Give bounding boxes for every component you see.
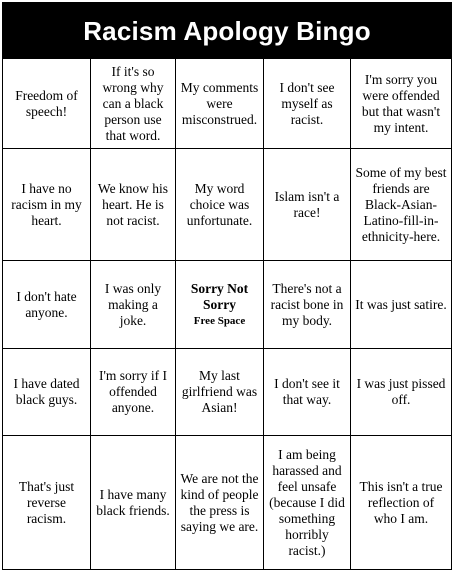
bingo-cell-text: I have no racism in my heart. [11, 180, 82, 228]
bingo-cell[interactable] [351, 261, 451, 349]
free-space-label: Sorry Not Sorry [190, 281, 249, 312]
bingo-grid [3, 59, 451, 569]
bingo-cell-text: This isn't a true reflection of who I am. [359, 478, 443, 526]
bingo-cell-text: I don't see it that way. [274, 376, 340, 407]
bingo-cell[interactable] [176, 149, 264, 261]
bingo-cell[interactable] [264, 349, 351, 436]
bingo-cell-text: I don't hate anyone. [16, 288, 77, 320]
bingo-cell[interactable] [264, 149, 351, 261]
bingo-cell-text: I was only making a joke. [104, 280, 162, 328]
bingo-cell[interactable] [3, 349, 91, 436]
bingo-cell-text: I'm sorry if I offended anyone. [98, 368, 168, 415]
bingo-cell[interactable] [351, 349, 451, 436]
bingo-cell-text: I was just pissed off. [356, 376, 446, 407]
free-space-cell[interactable] [176, 261, 264, 349]
bingo-cell[interactable] [264, 261, 351, 349]
bingo-cell[interactable] [91, 436, 176, 569]
bingo-cell-text: Some of my best friends are Black-Asian-Latino-fill-in-ethnicity-here. [355, 164, 447, 244]
bingo-cell-text: I have dated black guys. [13, 376, 80, 407]
bingo-cell-text: I am being harassed and feel unsafe (because I did something horribly racist.) [269, 446, 345, 558]
bingo-cell[interactable] [264, 436, 351, 569]
bingo-cell[interactable] [91, 149, 176, 261]
bingo-cell[interactable] [351, 436, 451, 569]
bingo-cell[interactable] [351, 59, 451, 149]
bingo-card [2, 2, 452, 570]
bingo-header [3, 3, 451, 59]
bingo-cell-text: There's not a racist bone in my body. [270, 280, 344, 328]
bingo-cell[interactable] [3, 59, 91, 149]
bingo-cell-text: Islam isn't a race! [274, 188, 340, 220]
bingo-cell[interactable] [91, 59, 176, 149]
bingo-cell[interactable] [3, 436, 91, 569]
bingo-cell[interactable] [176, 59, 264, 149]
bingo-cell[interactable] [91, 261, 176, 349]
bingo-cell-text: That's just reverse racism. [18, 478, 75, 526]
page-title: Racism Apology Bingo [83, 15, 371, 46]
bingo-cell-text: We know his heart. He is not racist. [97, 180, 169, 228]
bingo-cell-text: I don't see myself as racist. [279, 79, 335, 127]
bingo-cell-text: It was just satire. [355, 296, 447, 312]
bingo-cell[interactable] [91, 349, 176, 436]
bingo-cell[interactable] [3, 261, 91, 349]
bingo-cell[interactable] [351, 149, 451, 261]
bingo-cell[interactable] [176, 436, 264, 569]
bingo-cell-text: I have many black friends. [96, 486, 170, 518]
bingo-cell-text: I'm sorry you were offended but that wasn't my intent. [361, 71, 441, 135]
bingo-cell[interactable] [176, 349, 264, 436]
bingo-cell-text: My comments were misconstrued. [180, 79, 259, 127]
bingo-cell-text: My last girlfriend was Asian! [181, 368, 258, 415]
bingo-cell-text: If it's so wrong why can a black person use that word. [102, 63, 164, 143]
bingo-cell-text: We are not the kind of people the press is saying we are. [180, 470, 259, 534]
bingo-cell[interactable] [3, 149, 91, 261]
bingo-cell-text: Freedom of speech! [15, 87, 78, 119]
free-space-sublabel: Free Space [193, 315, 246, 327]
bingo-cell-text: My word choice was unfortunate. [186, 180, 253, 228]
bingo-cell[interactable] [264, 59, 351, 149]
